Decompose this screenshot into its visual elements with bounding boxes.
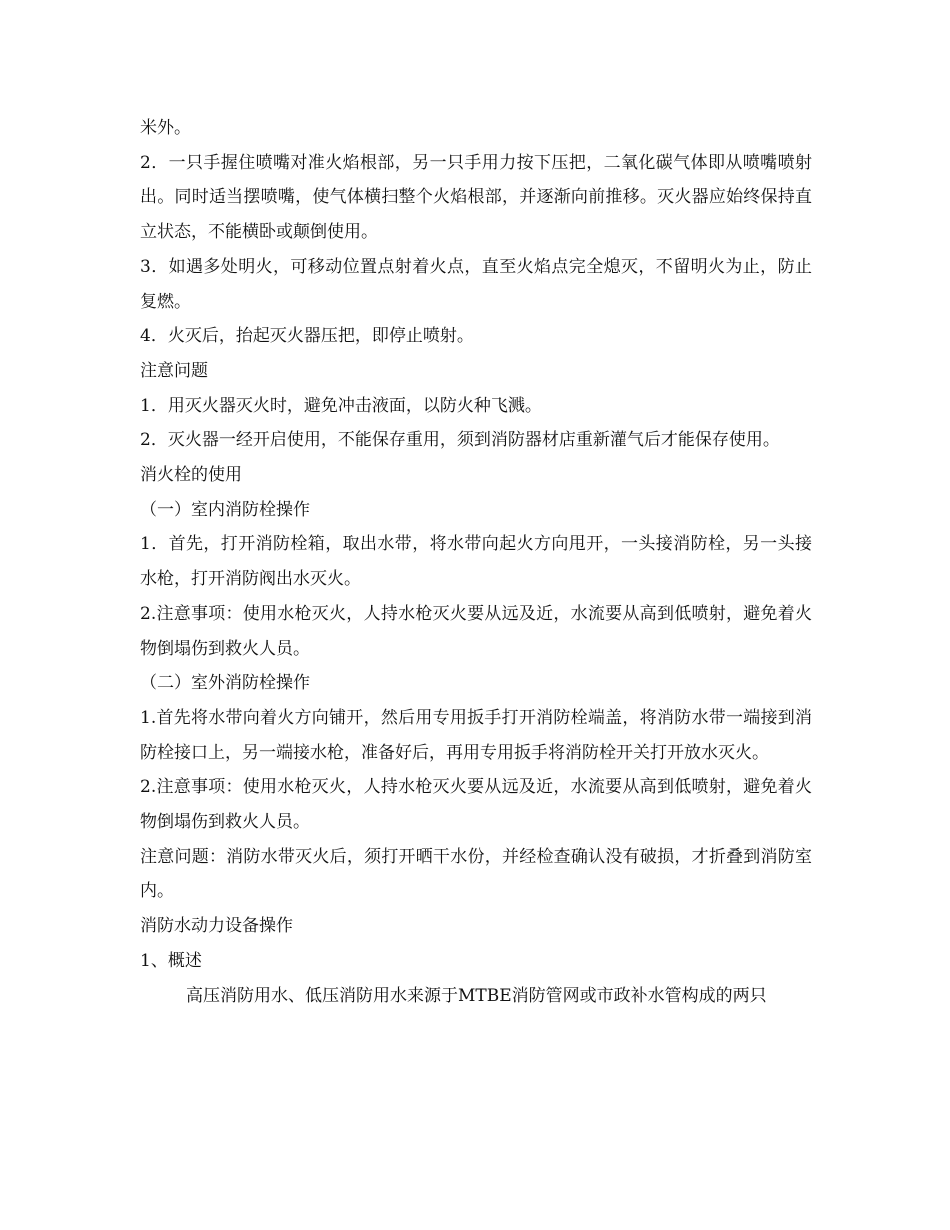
paragraph-hose-precaution: 注意问题：消防水带灭火后，须打开晒干水份，并经检查确认没有破损，才折叠到消防室内。 [140, 846, 812, 902]
paragraph-precaution-2: 2．灭火器一经开启使用，不能保存重用，须到消防器材店重新灌气后才能保存使用。 [140, 430, 780, 451]
heading-precautions: 注意问题 [140, 360, 208, 381]
heading-hydrant-usage: 消火栓的使用 [140, 465, 242, 486]
paragraph-overview-text: 高压消防用水、低压消防用水来源于MTBE消防管网或市政补水管构成的两只 [186, 985, 767, 1006]
paragraph-precaution-1: 1．用灭火器灭火时，避免冲击液面，以防火种飞溅。 [140, 395, 542, 416]
paragraph-indoor-step-2: 2.注意事项：使用水枪灭火，人持水枪灭火要从远及近，水流要从高到低喷射，避免着火物倒塌伤到救火人员。 [140, 603, 812, 659]
paragraph-continuation: 米外。 [140, 118, 191, 138]
paragraph-extinguisher-step-2: 2．一只手握住喷嘴对准火焰根部，另一只手用力按下压把，二氧化碳气体即从喷嘴喷射出。同时适当摆喷嘴，使气体横扫整个火焰根部，并逐渐向前推移。灭火器应始终保持直立状态，不能横卧或颠倒使用。 [140, 152, 812, 243]
heading-indoor-hydrant: （一）室内消防栓操作 [140, 499, 310, 520]
paragraph-extinguisher-step-4: 4．火灭后，抬起灭火器压把，即停止喷射。 [140, 326, 474, 347]
paragraph-indoor-step-1: 1．首先，打开消防栓箱，取出水带，将水带向起火方向甩开，一头接消防栓，另一头接水枪，打开消防阀出水灭火。 [140, 534, 812, 590]
paragraph-extinguisher-step-3: 3．如遇多处明火，可移动位置点射着火点，直至火焰点完全熄灭，不留明火为止，防止复燃。 [140, 256, 812, 312]
heading-pump-equipment: 消防水动力设备操作 [140, 916, 293, 937]
document-body [140, 111, 812, 1013]
heading-outdoor-hydrant: （二）室外消防栓操作 [140, 673, 310, 694]
heading-overview: 1、概述 [140, 950, 202, 971]
paragraph-outdoor-step-1: 1.首先将水带向着火方向铺开，然后用专用扳手打开消防栓端盖，将消防水带一端接到消防栓接口上，另一端接水枪，准备好后，再用专用扳手将消防栓开关打开放水灭火。 [140, 707, 812, 763]
paragraph-outdoor-step-2: 2.注意事项：使用水枪灭火，人持水枪灭火要从远及近，水流要从高到低喷射，避免着火物倒塌伤到救火人员。 [140, 777, 812, 833]
